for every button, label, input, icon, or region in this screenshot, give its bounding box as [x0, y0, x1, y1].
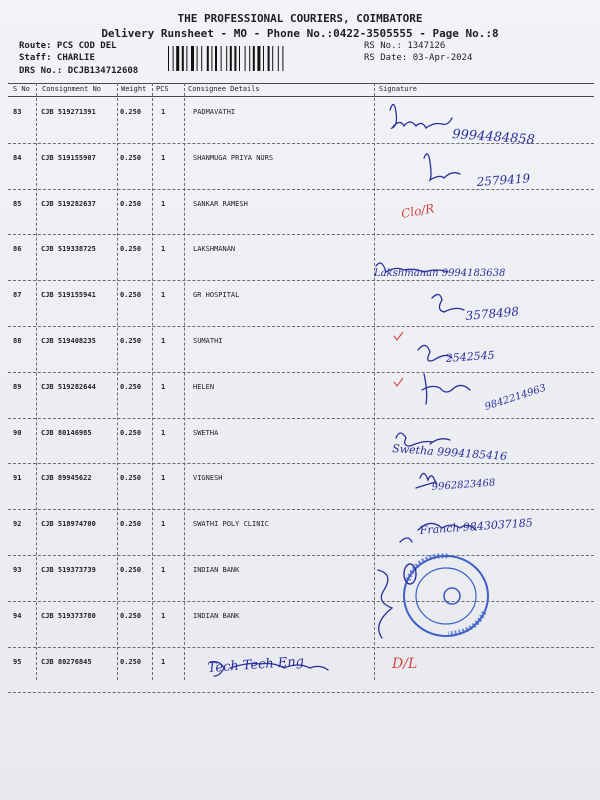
row-weight: 0.250	[120, 153, 142, 162]
row-consignee: INDIAN BANK	[193, 566, 240, 574]
row-divider	[8, 647, 594, 648]
table-row	[8, 237, 594, 283]
table-row	[8, 512, 594, 558]
row-sno: 84	[13, 153, 22, 162]
handwriting-franch: Franch 9843037185	[419, 516, 534, 537]
table-row	[8, 421, 594, 467]
row-consignee: SHANMUGA PRIYA NURS	[193, 153, 274, 162]
handwriting-phone-84: 2579419	[476, 171, 531, 189]
row-pcs: 1	[161, 337, 166, 345]
barcode-bar	[239, 46, 240, 71]
col-weight: Weight	[121, 85, 147, 93]
row-consignment-no: CJB 519373780	[41, 611, 96, 620]
row-pcs: 1	[161, 566, 166, 574]
row-sno: 86	[13, 245, 22, 254]
row-pcs: 1	[161, 199, 166, 208]
drs-label: DRS No.: DCJB134712608	[19, 66, 139, 76]
table-row	[8, 329, 594, 375]
row-consignment-no: CJB 519373739	[41, 566, 96, 574]
row-divider	[8, 601, 594, 602]
row-sno: 89	[13, 382, 22, 391]
table-row	[8, 375, 594, 421]
row-pcs: 1	[161, 153, 166, 162]
row-consignee: HELEN	[193, 382, 215, 391]
row-consignee: GR HOSPITAL	[193, 291, 240, 300]
row-consignment-no: CJB 519155941	[41, 291, 96, 300]
row-sno: 91	[13, 474, 22, 483]
row-consignment-no: CJB 519338725	[41, 245, 96, 254]
row-pcs: 1	[161, 611, 166, 620]
route-label: Route: PCS COD DEL	[19, 41, 117, 51]
row-consignment-no: CJB 519282637	[41, 199, 96, 208]
row-pcs: 1	[161, 474, 166, 483]
row-pcs: 1	[161, 382, 166, 391]
handwriting-phone-88: 2542545	[445, 348, 496, 365]
row-pcs: 1	[161, 428, 166, 437]
row-consignee: SUMATHI	[193, 337, 223, 345]
row-weight: 0.250	[120, 657, 142, 666]
row-pcs: 1	[161, 108, 166, 116]
row-weight: 0.250	[120, 337, 142, 345]
row-divider	[8, 189, 594, 190]
barcode	[166, 46, 358, 71]
barcode-bar	[173, 46, 174, 71]
row-consignee: SANKAR RAMESH	[193, 199, 248, 208]
row-pcs: 1	[161, 520, 166, 529]
row-sno: 85	[13, 199, 22, 208]
table-row	[8, 604, 594, 650]
barcode-bar	[272, 46, 273, 71]
barcode-bar	[253, 46, 255, 71]
row-divider	[8, 280, 594, 281]
handwriting-red-note: Clo/R	[400, 201, 436, 221]
row-consignment-no: CJB 80146985	[41, 428, 92, 437]
row-consignee: LAKSHMANAN	[193, 245, 236, 254]
rs-date: RS Date: 03-Apr-2024	[364, 53, 473, 63]
row-divider	[8, 326, 594, 327]
row-sno: 90	[13, 428, 22, 437]
row-weight: 0.250	[120, 520, 142, 529]
barcode-bar	[186, 46, 187, 71]
row-sno: 95	[13, 657, 22, 666]
table-header	[8, 83, 594, 95]
row-weight: 0.250	[120, 199, 142, 208]
table-row	[8, 650, 594, 696]
barcode-bar	[282, 46, 283, 71]
handwriting-phone-83: 9994484858	[451, 127, 536, 148]
handwriting-tech: Tech Tech Eng	[207, 654, 305, 676]
barcode-bar	[221, 46, 222, 71]
row-sno: 88	[13, 337, 22, 345]
barcode-bar	[215, 46, 217, 71]
handwriting-swetha: Swetha 9994185416	[391, 442, 508, 464]
barcode-bar	[211, 46, 212, 71]
row-sno: 94	[13, 611, 22, 620]
row-pcs: 1	[161, 657, 166, 666]
runsheet-subtitle: Delivery Runsheet - MO - Phone No.:0422-3505555 - Page No.:8	[101, 27, 499, 40]
barcode-bar	[263, 46, 264, 71]
header-bottom-rule	[8, 96, 594, 97]
row-divider	[8, 143, 594, 144]
barcode-bar	[268, 46, 270, 71]
handwriting-phone-87: 3578498	[465, 304, 520, 323]
row-weight: 0.250	[120, 291, 142, 300]
handwriting-phone-89: 9842214963	[483, 382, 548, 413]
company-title: THE PROFESSIONAL COURIERS, COIMBATORE	[177, 12, 423, 25]
row-divider	[8, 234, 594, 235]
barcode-bar	[278, 46, 279, 71]
col-consignee: Consignee Details	[188, 85, 260, 93]
row-sno: 87	[13, 291, 22, 300]
row-divider	[8, 372, 594, 373]
row-consignment-no: CJB 80276845	[41, 657, 92, 666]
barcode-bar	[191, 46, 194, 71]
barcode-bar	[168, 46, 169, 71]
row-weight: 0.250	[120, 245, 142, 254]
col-signature: Signature	[379, 85, 417, 93]
barcode-bar	[207, 46, 209, 71]
rs-number: RS No.: 1347126	[364, 41, 446, 51]
row-pcs: 1	[161, 291, 166, 300]
barcode-bar	[226, 46, 227, 71]
table-row	[8, 146, 594, 192]
row-consignment-no: CJB 519282644	[41, 382, 96, 391]
row-weight: 0.250	[120, 611, 142, 620]
row-sno: 93	[13, 566, 22, 574]
barcode-bar	[245, 46, 246, 71]
staff-label: Staff: CHARLIE	[19, 53, 95, 63]
row-consignee: INDIAN BANK	[193, 611, 240, 620]
handwriting-lakshmanan: Lakshmanan 9994183638	[374, 268, 506, 279]
row-consignee: SWATHI POLY CLINIC	[193, 520, 269, 529]
col-consignment: Consignment No	[42, 85, 102, 93]
row-divider	[8, 555, 594, 556]
table-row	[8, 283, 594, 329]
row-divider	[8, 463, 594, 464]
barcode-bar	[230, 46, 232, 71]
row-consignee: PADMAVATHI	[193, 108, 236, 116]
table-row	[8, 192, 594, 238]
barcode-bar	[257, 46, 260, 71]
row-consignment-no: CJB 519408235	[41, 337, 96, 345]
handwriting-dl: D/L	[392, 656, 418, 672]
col-pcs: PCS	[156, 85, 169, 93]
row-weight: 0.250	[120, 566, 142, 574]
row-consignment-no: CJB 519155907	[41, 153, 96, 162]
row-sno: 83	[13, 108, 22, 116]
handwriting-phone-91: 9962823468	[431, 477, 496, 493]
col-sno: S No	[13, 85, 30, 93]
row-consignment-no: CJB 89945622	[41, 474, 92, 483]
barcode-bar	[234, 46, 236, 71]
barcode-bar	[182, 46, 184, 71]
row-consignment-no: CJB 518974700	[41, 520, 96, 529]
row-weight: 0.250	[120, 108, 142, 116]
row-consignee: SWETHA	[193, 428, 219, 437]
row-divider	[8, 418, 594, 419]
barcode-bar	[201, 46, 202, 71]
row-divider	[8, 692, 594, 693]
row-weight: 0.250	[120, 474, 142, 483]
row-consignee: VIGNESH	[193, 474, 223, 483]
table-row	[8, 100, 594, 146]
barcode-bar	[197, 46, 198, 71]
row-sno: 92	[13, 520, 22, 529]
row-weight: 0.250	[120, 428, 142, 437]
row-pcs: 1	[161, 245, 166, 254]
barcode-bar	[249, 46, 250, 71]
table-row	[8, 558, 594, 604]
barcode-bar	[176, 46, 179, 71]
row-weight: 0.250	[120, 382, 142, 391]
table-row	[8, 466, 594, 512]
row-consignment-no: CJB 519271391	[41, 108, 96, 116]
row-divider	[8, 509, 594, 510]
